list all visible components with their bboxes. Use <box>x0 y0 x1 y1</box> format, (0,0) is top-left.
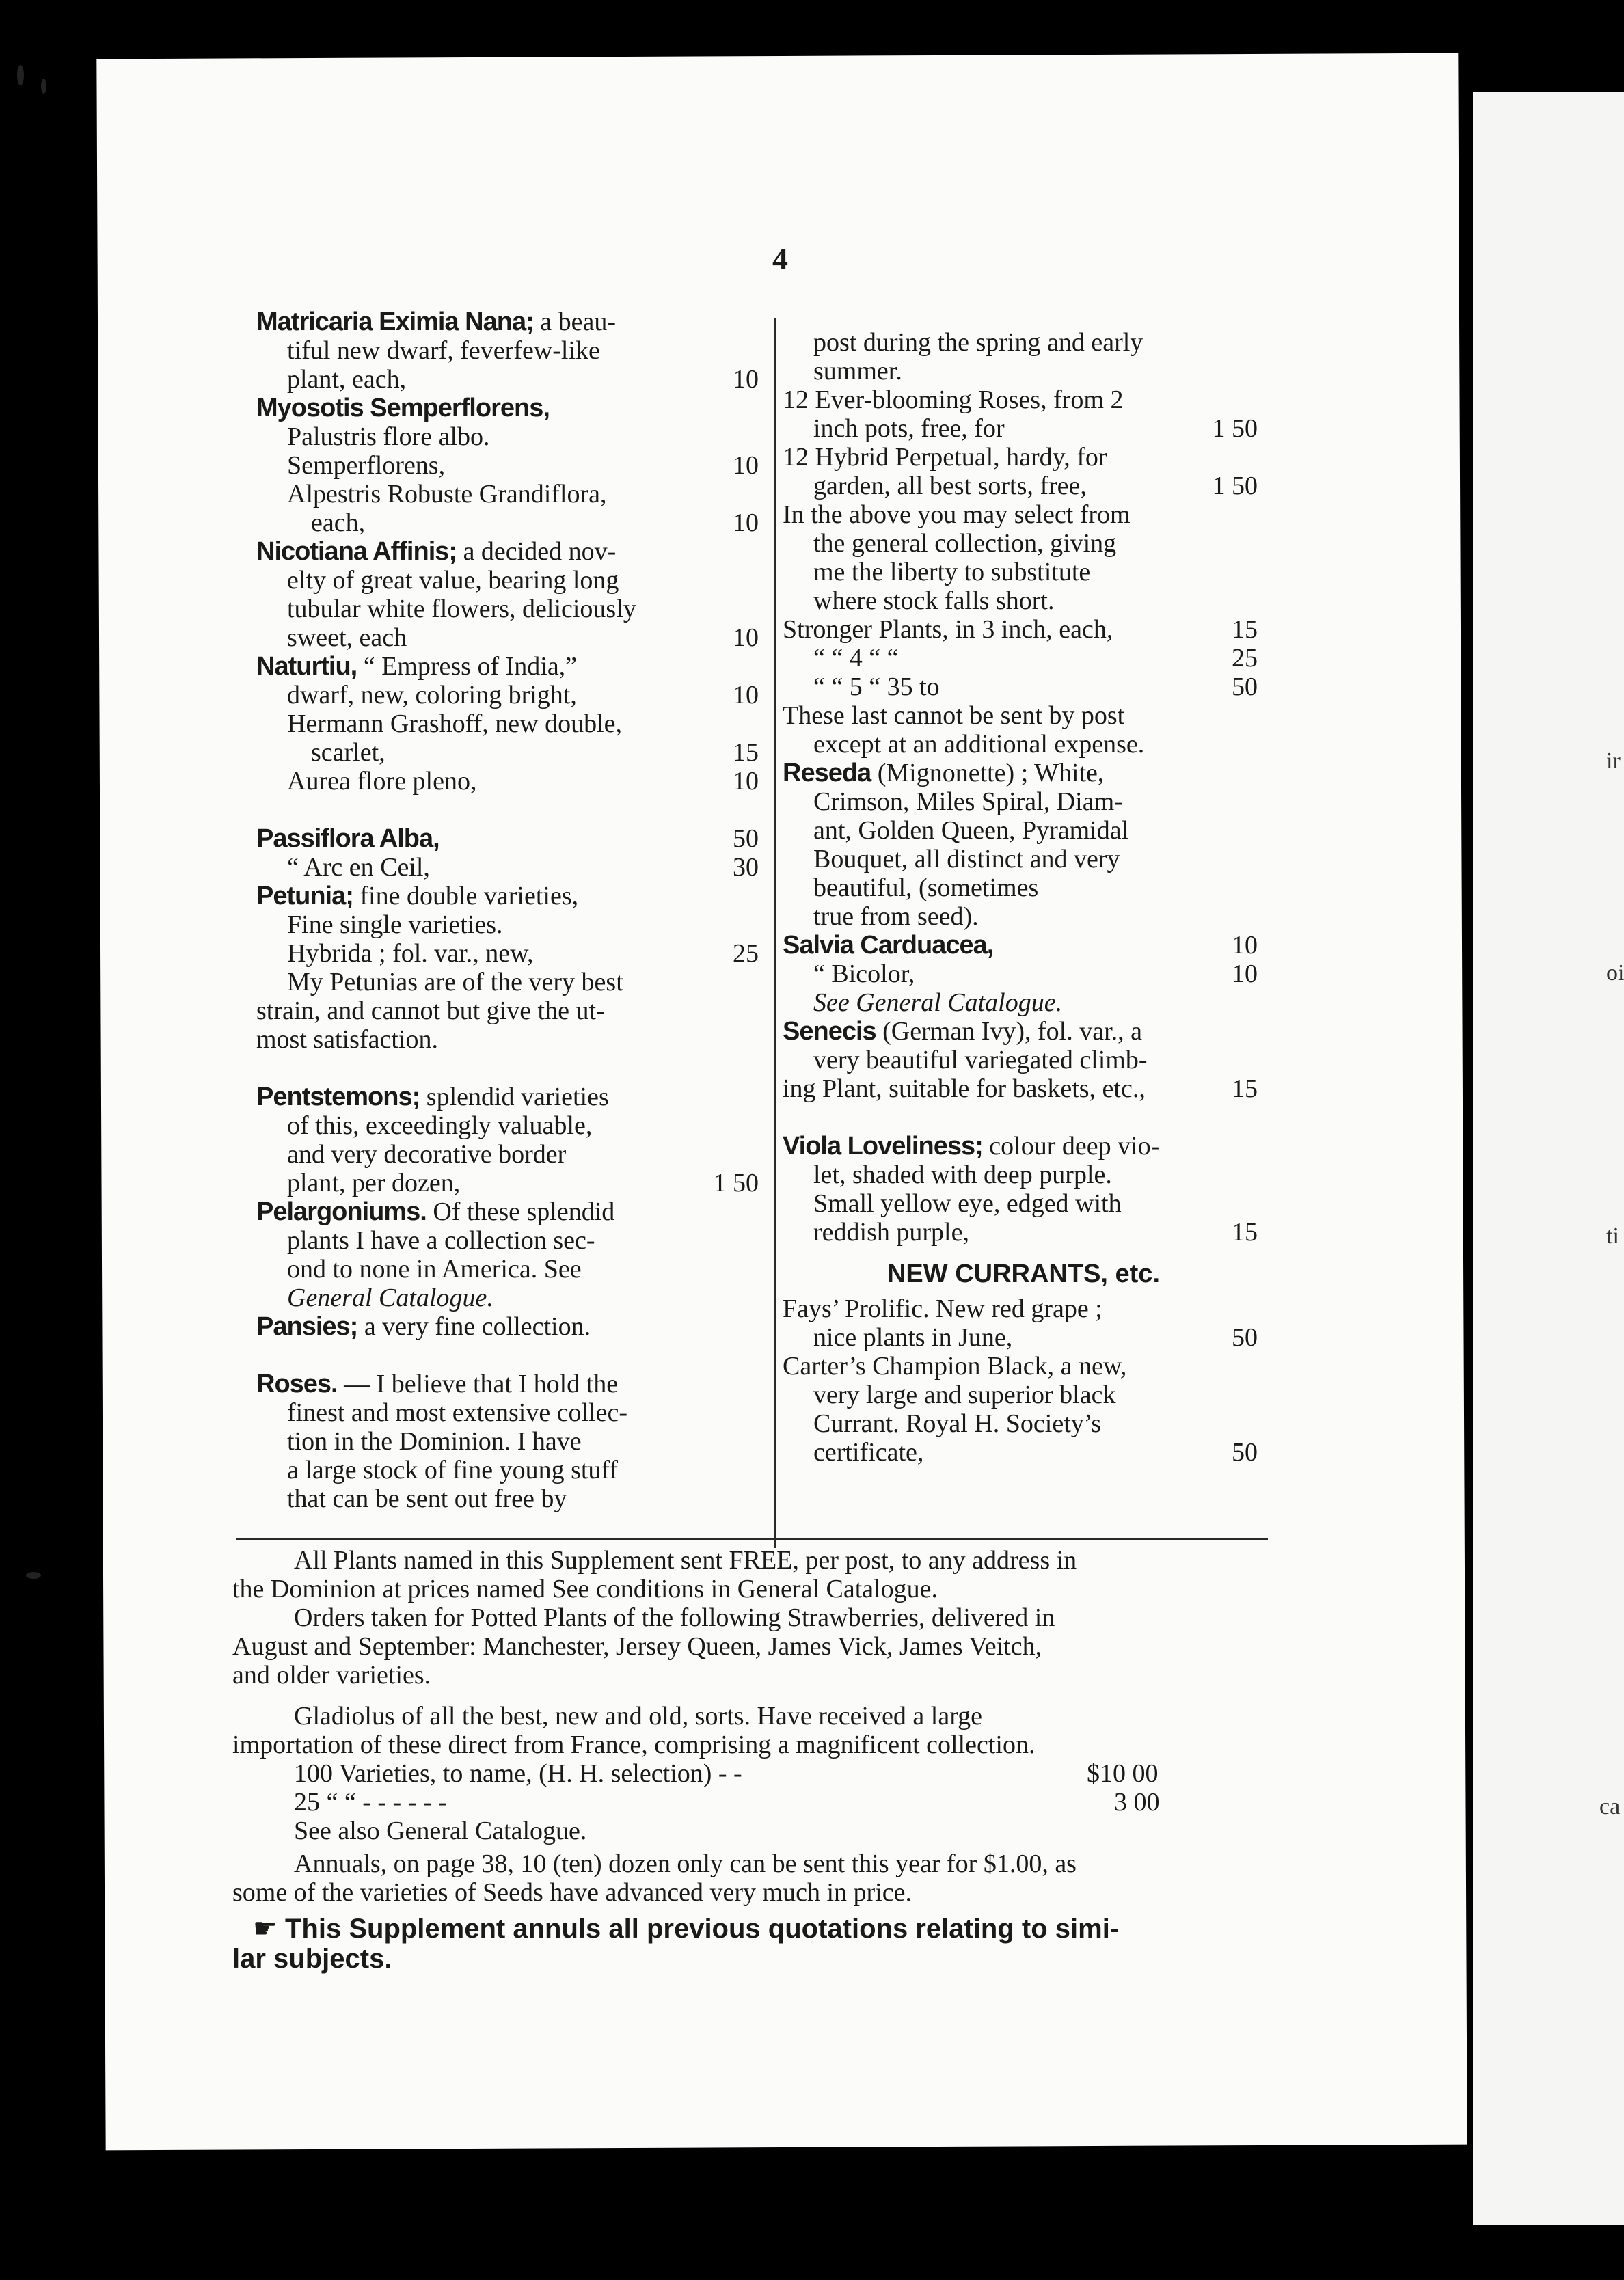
entry-text: each, <box>311 508 366 537</box>
entry-line <box>256 709 766 738</box>
entry-text: Of these splendid <box>426 1197 615 1226</box>
entry-line <box>256 1255 766 1284</box>
gladiolus-row-price: $10 00 <box>1087 1759 1159 1788</box>
entry-line <box>783 1218 1264 1247</box>
entry-heading: Viola Loveliness; <box>783 1132 983 1161</box>
entry-line <box>783 357 1264 385</box>
entry-text: See General Catalogue. <box>813 988 1063 1017</box>
entry-text: ant, Golden Queen, Pyramidal <box>813 816 1129 845</box>
entry-text: plant, per dozen, <box>287 1169 461 1197</box>
entry-heading-line <box>256 652 766 681</box>
entry-text: except at an additional expense. <box>813 730 1145 759</box>
entry-text: Hybrida ; fol. var., new, <box>287 939 534 968</box>
entry-line <box>256 1398 766 1427</box>
entry-line <box>256 1284 766 1312</box>
entry-text: elty of great value, bearing long <box>287 566 619 595</box>
entry-text: garden, all best sorts, free, <box>813 472 1087 500</box>
gladiolus-row-label: 100 Varieties, to name, (H. H. selection) - - <box>294 1759 742 1788</box>
edge-fragment: ca <box>1599 1794 1621 1819</box>
entry-text: “ “ 4 “ “ <box>813 644 899 673</box>
edge-fragment: ir <box>1606 748 1621 774</box>
entry-line <box>256 566 766 595</box>
entry-text: sweet, each <box>287 623 407 652</box>
entry-heading: Petunia; <box>256 882 353 910</box>
entry-text: splendid varieties <box>420 1083 609 1111</box>
adjacent-page-edge <box>1473 92 1624 2225</box>
entry-text: My Petunias are of the very best <box>287 968 623 996</box>
entry-text: tiful new dwarf, feverfew-like <box>287 336 600 365</box>
entry-text: colour deep vio- <box>982 1132 1160 1161</box>
entry-line <box>783 1381 1264 1409</box>
entry-text: Crimson, Miles Spiral, Diam- <box>813 787 1123 816</box>
entry-price: 50 <box>1232 1438 1258 1467</box>
entry-text: scarlet, <box>311 738 385 767</box>
entry-text: Semperflorens, <box>287 451 446 480</box>
entry-text: Alpestris Robuste Grandiflora, <box>287 480 607 508</box>
entry-heading: Pansies; <box>256 1312 358 1341</box>
entry-text: fine double varieties, <box>353 882 579 910</box>
entry-text: General Catalogue. <box>287 1284 493 1312</box>
line-gap <box>256 1054 766 1083</box>
entry-text: “ Bicolor, <box>813 960 915 988</box>
entry-line <box>783 816 1264 845</box>
line-gap <box>256 796 766 824</box>
note-strawberries-line-3: and older varieties. <box>232 1661 431 1689</box>
note-gladiolus-line-2: importation of these direct from France, comprising a magnificent collection. <box>232 1731 1036 1759</box>
entry-line <box>783 1409 1264 1438</box>
entry-price: 10 <box>733 365 759 394</box>
currants-list <box>783 1294 1264 1467</box>
entry-heading-line <box>256 1083 766 1111</box>
entry-price: 10 <box>1232 960 1258 988</box>
entry-price: 50 <box>733 824 759 853</box>
entry-line <box>783 328 1264 357</box>
entry-line <box>256 1111 766 1140</box>
entry-line <box>783 988 1264 1017</box>
entry-heading: Roses. <box>256 1370 338 1398</box>
final-notice-line-1: This Supplement annuls all previous quotations relating to simi- <box>284 1914 1120 1944</box>
entry-heading: Matricaria Eximia Nana; <box>256 308 534 336</box>
entry-text: (German Ivy), fol. var., a <box>876 1017 1143 1046</box>
column-divider <box>774 318 776 1548</box>
entry-price: 30 <box>733 853 759 882</box>
page-number: 4 <box>772 241 788 276</box>
entry-heading-line <box>783 931 1264 960</box>
entry-price: 1 50 <box>1212 472 1258 500</box>
entry-text: In the above you may select from <box>783 500 1131 529</box>
entry-price: 10 <box>733 681 759 709</box>
entry-price: 25 <box>733 939 759 968</box>
entry-text: “ Empress of India,” <box>357 652 578 681</box>
entry-text: summer. <box>813 357 902 385</box>
entry-text: that can be sent out free by <box>287 1484 567 1513</box>
entry-text: beautiful, (sometimes <box>813 873 1039 902</box>
entry-text: (Mignonette) ; White, <box>871 759 1105 787</box>
right-column <box>783 328 1264 1467</box>
entry-line <box>256 451 766 480</box>
entry-line <box>256 595 766 623</box>
entry-price: 1 50 <box>713 1169 759 1197</box>
entry-line <box>256 767 766 796</box>
entry-line <box>783 1189 1264 1218</box>
entry-heading: Myosotis Semperflorens, <box>256 394 550 422</box>
entry-heading: Salvia Carduacea, <box>783 931 994 960</box>
entry-price: 25 <box>1232 644 1258 673</box>
entry-price: 10 <box>733 451 759 480</box>
scan-speck <box>17 65 24 85</box>
entry-heading-line <box>256 394 766 422</box>
entry-line <box>256 738 766 767</box>
entry-line <box>783 1352 1264 1381</box>
entry-text: strain, and cannot but give the ut- <box>256 996 605 1025</box>
entry-text: 12 Hybrid Perpetual, hardy, for <box>783 443 1107 472</box>
entry-line <box>256 1484 766 1513</box>
note-gladiolus-line-1: Gladiolus of all the best, new and old, sorts. Have received a large <box>294 1702 983 1731</box>
entry-text: Carter’s Champion Black, a new, <box>783 1352 1127 1381</box>
entry-line <box>783 472 1264 500</box>
entry-line <box>783 673 1264 701</box>
entry-line <box>783 1161 1264 1189</box>
entry-line <box>256 939 766 968</box>
entry-text: Hermann Grashoff, new double, <box>287 709 622 738</box>
entry-text: ond to none in America. See <box>287 1255 582 1284</box>
entry-heading-line <box>783 759 1264 787</box>
entry-text: the general collection, giving <box>813 529 1117 558</box>
entry-heading-line <box>256 1312 766 1341</box>
entry-text: nice plants in June, <box>813 1323 1013 1352</box>
entry-heading-line <box>256 308 766 336</box>
entry-line <box>256 681 766 709</box>
note-free-post-line-2: the Dominion at prices named See conditions in General Catalogue. <box>232 1575 938 1603</box>
edge-fragment: ti <box>1606 1223 1619 1249</box>
entry-line <box>256 1140 766 1169</box>
entry-line <box>256 968 766 996</box>
entry-heading-line <box>256 882 766 910</box>
see-also: See also General Catalogue. <box>294 1817 587 1845</box>
entry-line <box>783 1323 1264 1352</box>
entry-heading: Nicotiana Affinis; <box>256 537 457 566</box>
entry-text: Small yellow eye, edged with <box>813 1189 1122 1218</box>
entry-text: dwarf, new, coloring bright, <box>287 681 577 709</box>
entry-text: where stock falls short. <box>813 586 1055 615</box>
right-column-list <box>783 328 1264 1247</box>
entry-line <box>256 853 766 882</box>
note-annuals-line-2: some of the varieties of Seeds have advanced very much in price. <box>232 1878 912 1907</box>
entry-heading-line <box>256 824 766 853</box>
entry-line <box>783 500 1264 529</box>
entry-line <box>783 615 1264 644</box>
entry-line <box>783 845 1264 873</box>
entry-line <box>256 336 766 365</box>
entry-line <box>256 1427 766 1456</box>
note-strawberries-line-1: Orders taken for Potted Plants of the following Strawberries, delivered in <box>294 1603 1055 1632</box>
entry-text: Fine single varieties. <box>287 910 503 939</box>
entry-price: 50 <box>1232 1323 1258 1352</box>
entry-text: Palustris flore albo. <box>287 422 490 451</box>
entry-price: 10 <box>733 508 759 537</box>
note-annuals-line-1: Annuals, on page 38, 10 (ten) dozen only can be sent this year for $1.00, as <box>294 1849 1077 1878</box>
entry-text: tubular white flowers, deliciously <box>287 595 636 623</box>
entry-text: Bouquet, all distinct and very <box>813 845 1120 873</box>
entry-heading-line <box>783 1017 1264 1046</box>
line-gap <box>783 1103 1264 1132</box>
entry-text: plants I have a collection sec- <box>287 1226 595 1255</box>
entry-text: — I believe that I hold the <box>337 1370 619 1398</box>
entry-line <box>256 910 766 939</box>
entry-text: let, shaded with deep purple. <box>813 1161 1112 1189</box>
entry-text: reddish purple, <box>813 1218 969 1247</box>
entry-text: ing Plant, suitable for baskets, etc., <box>783 1074 1146 1103</box>
entry-text: a decided nov- <box>457 537 617 566</box>
final-notice <box>232 1914 1271 1974</box>
entry-text: certificate, <box>813 1438 924 1467</box>
gladiolus-row <box>232 1759 1271 1788</box>
scan-speck <box>26 1572 41 1579</box>
entry-price: 10 <box>733 623 759 652</box>
entry-line <box>256 996 766 1025</box>
entry-line <box>256 623 766 652</box>
entry-heading: Senecis <box>783 1017 876 1046</box>
entry-text: of this, exceedingly valuable, <box>287 1111 593 1140</box>
entry-line <box>783 730 1264 759</box>
entry-text: plant, each, <box>287 365 407 394</box>
entry-price: 15 <box>1232 1074 1258 1103</box>
entry-heading-line <box>256 1197 766 1226</box>
entry-heading: Pentstemons; <box>256 1083 420 1111</box>
entry-price: 15 <box>733 738 759 767</box>
entry-line <box>783 787 1264 816</box>
entry-text: These last cannot be sent by post <box>783 701 1125 730</box>
entry-text: inch pots, free, for <box>813 414 1005 443</box>
entry-line <box>783 1074 1264 1103</box>
entry-text: post during the spring and early <box>813 328 1143 357</box>
entry-text: Aurea flore pleno, <box>287 767 477 796</box>
entry-heading: Pelargoniums. <box>256 1197 427 1226</box>
entry-heading-line <box>256 1370 766 1398</box>
gladiolus-row-price: 3 00 <box>1114 1788 1160 1817</box>
entry-heading: Naturtiu, <box>256 652 357 681</box>
entry-heading-line <box>256 537 766 566</box>
entry-text: 12 Ever-blooming Roses, from 2 <box>783 385 1124 414</box>
left-column <box>256 308 766 1513</box>
entry-text: “ Arc en Ceil, <box>287 853 430 882</box>
entry-text: true from seed). <box>813 902 979 931</box>
entry-line <box>783 529 1264 558</box>
scan-speck <box>41 79 46 94</box>
entry-text: most satisfaction. <box>256 1025 438 1054</box>
entry-line <box>256 1025 766 1054</box>
pointing-hand-icon: ☛ <box>253 1913 278 1944</box>
entry-price: 15 <box>1232 615 1258 644</box>
entry-line <box>783 385 1264 414</box>
entry-line <box>783 1294 1264 1323</box>
entry-price: 15 <box>1232 1218 1258 1247</box>
gladiolus-row <box>232 1788 1271 1817</box>
entry-line <box>783 960 1264 988</box>
entry-text: a large stock of fine young stuff <box>287 1456 619 1484</box>
entry-text: very beautiful variegated climb- <box>813 1046 1148 1074</box>
gladiolus-row-label: 25 “ “ - - - - - - <box>294 1788 447 1817</box>
note-strawberries-line-2: August and September: Manchester, Jersey Queen, James Vick, James Veitch, <box>232 1632 1042 1661</box>
entry-price: 10 <box>1232 931 1258 960</box>
entry-line <box>783 1438 1264 1467</box>
entry-text: Fays’ Prolific. New red grape ; <box>783 1294 1102 1323</box>
entry-line <box>783 902 1264 931</box>
entry-line <box>783 414 1264 443</box>
entry-line <box>783 873 1264 902</box>
entry-price: 50 <box>1232 673 1258 701</box>
entry-line <box>256 508 766 537</box>
edge-fragment: oi <box>1606 960 1624 986</box>
entry-line <box>783 644 1264 673</box>
entry-text: Stronger Plants, in 3 inch, each, <box>783 615 1113 644</box>
entry-price: 10 <box>733 767 759 796</box>
horizontal-rule <box>236 1538 1268 1540</box>
entry-line <box>783 558 1264 586</box>
entry-text: finest and most extensive collec- <box>287 1398 628 1427</box>
entry-heading: Passiflora Alba, <box>256 824 439 853</box>
entry-line <box>256 422 766 451</box>
entry-text: and very decorative border <box>287 1140 567 1169</box>
entry-text: tion in the Dominion. I have <box>287 1427 582 1456</box>
note-free-post-line-1: All Plants named in this Supplement sent FREE, per post, to any address in <box>294 1546 1077 1575</box>
entry-line <box>256 480 766 508</box>
section-title-new-currants: NEW CURRANTS, etc. <box>887 1260 1161 1288</box>
entry-line <box>256 365 766 394</box>
entry-text: a beau- <box>533 308 617 336</box>
entry-text: very large and superior black <box>813 1381 1116 1409</box>
entry-line <box>783 1046 1264 1074</box>
line-gap <box>256 1341 766 1370</box>
entry-text: “ “ 5 “ 35 to <box>813 673 940 701</box>
final-notice-line-2: lar subjects. <box>232 1944 392 1974</box>
entry-text: Currant. Royal H. Society’s <box>813 1409 1102 1438</box>
entry-line <box>783 443 1264 472</box>
entry-line <box>256 1456 766 1484</box>
entry-line <box>783 586 1264 615</box>
entry-line <box>256 1226 766 1255</box>
entry-price: 1 50 <box>1212 414 1258 443</box>
entry-line <box>783 701 1264 730</box>
bottom-notes <box>232 1546 1271 1974</box>
entry-heading-line <box>783 1132 1264 1161</box>
entry-line <box>256 1169 766 1197</box>
entry-text: me the liberty to substitute <box>813 558 1091 586</box>
entry-text: a very fine collection. <box>357 1312 591 1341</box>
entry-heading: Reseda <box>783 759 871 787</box>
